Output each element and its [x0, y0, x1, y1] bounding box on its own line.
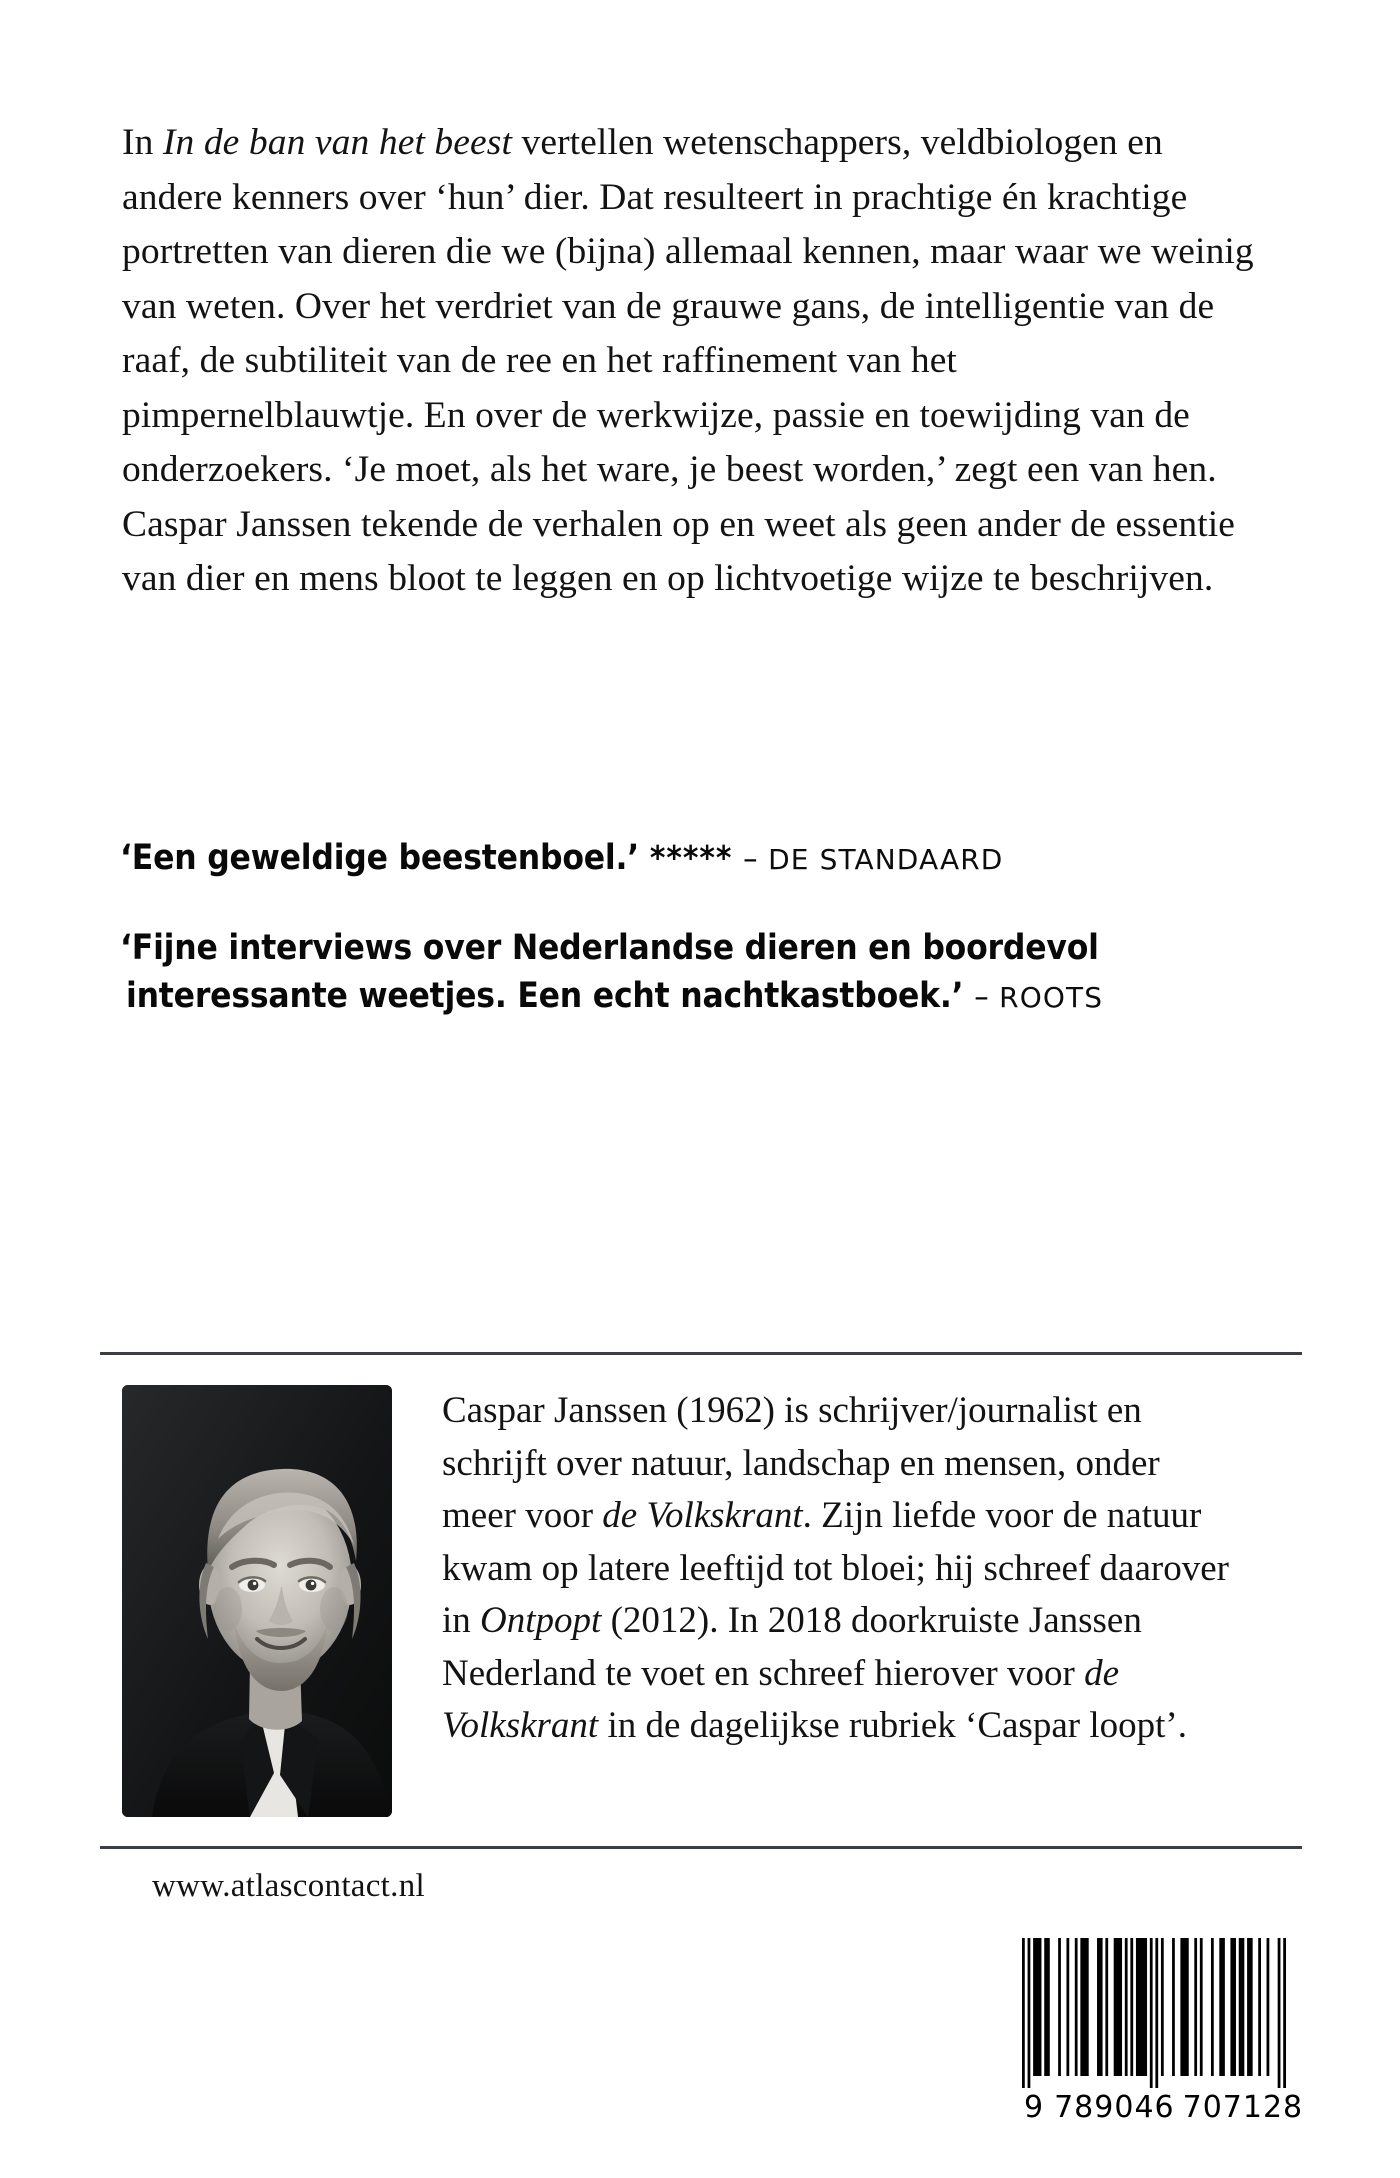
review-quote-2-source: ROOTS — [999, 981, 1104, 1014]
review-quote-2 — [120, 924, 1280, 1022]
review-quote-2-line-1 — [120, 924, 1280, 972]
author-bio-text — [442, 1385, 1232, 1753]
isbn-barcode — [1022, 1938, 1304, 2125]
italic-run: In de ban van het beest — [162, 122, 512, 163]
barcode-digits — [1022, 2090, 1304, 2125]
barcode-lead-digit: 9 — [1024, 2090, 1045, 2125]
divider-top — [100, 1352, 1302, 1355]
text-run: In — [122, 122, 163, 163]
review-quote-2-text-line1: ‘Fijne interviews over Nederlandse dieren en boordevol — [120, 928, 1099, 968]
review-quote-2-text-line2: interessante weetjes. Een echt nachtkastboek.’ — [126, 976, 964, 1016]
review-quote-1-dash: – — [743, 839, 758, 877]
text-run: . Zijn liefde voor de natuur kwam op latere leeftijd tot bloei; hij schreef daarover in — [442, 1495, 1229, 1641]
barcode-group-left: 789046 — [1054, 2090, 1175, 2125]
review-quote-1-source: DE STANDAARD — [768, 843, 1004, 876]
text-run: Caspar Janssen (1962) is schrijver/journalist en schrijft over natuur, landschap en mensen, onder meer voor — [442, 1390, 1160, 1536]
blurb-paragraph-2 — [122, 498, 1257, 607]
author-photo — [122, 1385, 392, 1817]
author-section — [122, 1385, 1302, 1817]
text-run: (2012). In 2018 doorkruiste Janssen Nederland te voet en schreef hierover voor — [442, 1600, 1142, 1694]
italic-run: de Volkskrant — [602, 1495, 803, 1536]
review-quote-1-line-1 — [120, 834, 1280, 884]
divider-bottom — [100, 1846, 1302, 1849]
review-quote-2-dash: – — [974, 977, 989, 1015]
review-quote-1 — [120, 834, 1280, 884]
blurb-section — [122, 116, 1257, 607]
review-quote-1-stars: ***** — [649, 838, 733, 877]
barcode-group-right: 707128 — [1182, 2090, 1304, 2125]
author-bio — [442, 1385, 1232, 1753]
review-quotes-section — [120, 834, 1280, 1022]
review-quote-1-text: ‘Een geweldige beestenboel.’ — [120, 838, 640, 878]
italic-run: Ontpopt — [480, 1600, 602, 1641]
text-run: in de dagelijkse rubriek ‘Caspar loopt’. — [598, 1705, 1187, 1746]
publisher-website[interactable]: www.atlascontact.nl — [152, 1868, 425, 1904]
barcode-bars — [1022, 1938, 1286, 2088]
text-run: vertellen wetenschappers, veldbiologen en andere kenners over ‘hun’ dier. Dat resulteert in prachtige én krachtige portretten van dieren die we (bijna) allemaal kennen, maar waar we weinig van weten. Over het verdriet van de grauwe gans, de intelligentie van de raaf, de subtiliteit van de ree en het raffinement van het pimpernelblauwtje. En over de werkwijze, passie en toewijding van de onderzoekers. ‘Je moet, als het ware, je beest worden,’ zegt een van hen. — [122, 122, 1254, 490]
italic-run: de Volkskrant — [442, 1652, 1119, 1746]
blurb-paragraph-1 — [122, 116, 1257, 498]
text-run: Caspar Janssen tekende de verhalen op en weet als geen ander de essentie van dier en mens bloot te leggen en op lichtvoetige wijze te beschrijven. — [122, 503, 1235, 599]
review-quote-2-line-2 — [120, 972, 1280, 1022]
